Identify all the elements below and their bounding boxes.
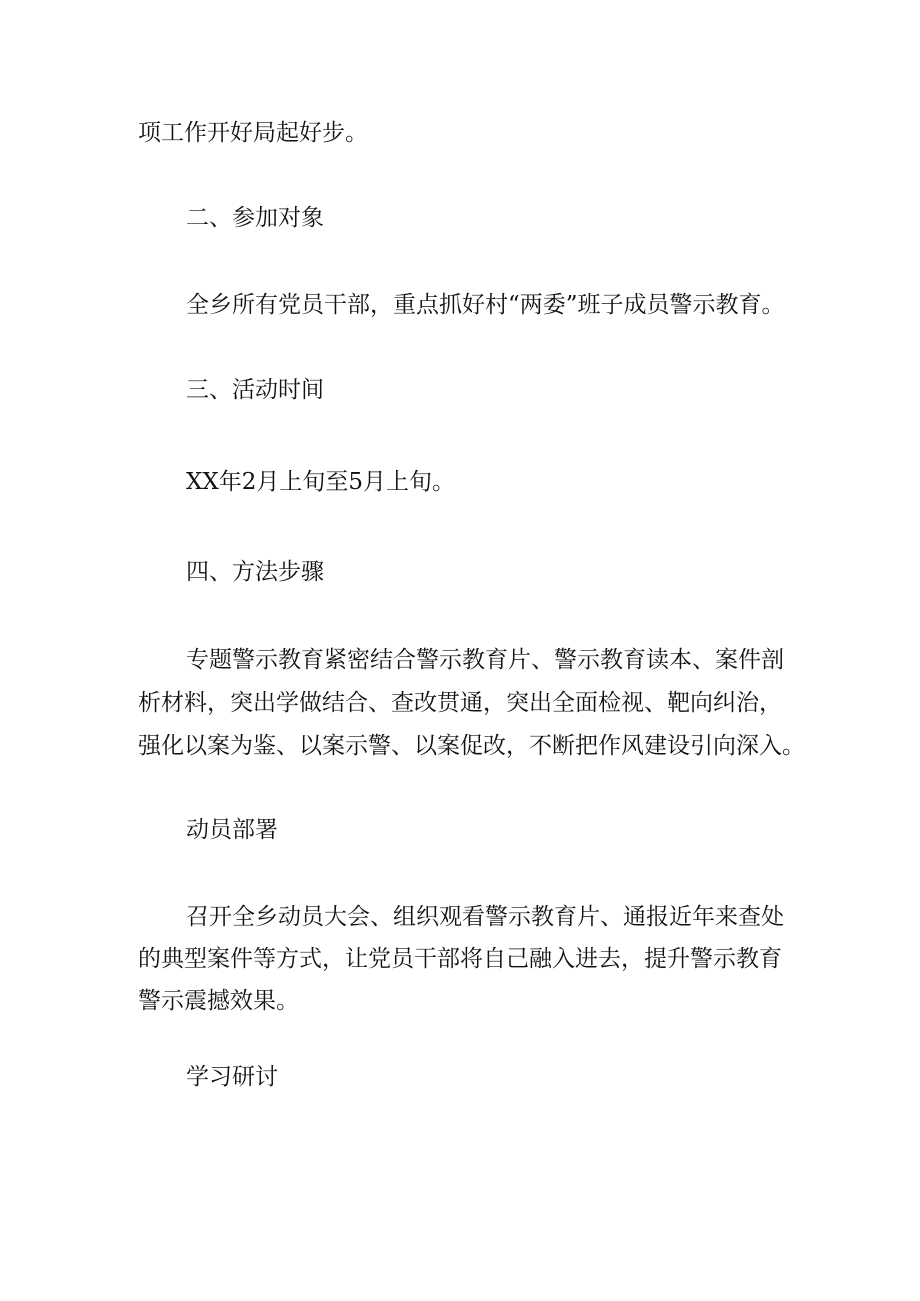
paragraph-continuation: 项工作开好局起好步。: [138, 120, 368, 146]
section-heading-time: 三、活动时间: [186, 377, 324, 403]
paragraph-method-line: 专题警示教育紧密结合警示教育片、警示教育读本、案件剖: [186, 647, 784, 673]
paragraph-mobilization-line: 召开全乡动员大会、组织观看警示教育片、通报近年来查处: [186, 904, 784, 930]
section-heading-participants: 二、参加对象: [186, 205, 324, 231]
paragraph-mobilization-line: 警示震撼效果。: [138, 988, 299, 1014]
paragraph-participants: 全乡所有党员干部，重点抓好村“两委”班子成员警示教育。: [186, 292, 785, 318]
subheading-mobilization: 动员部署: [186, 817, 278, 843]
paragraph-method-line: 强化以案为鉴、以案示警、以案促改，不断把作风建设引向深入。: [138, 733, 805, 759]
paragraph-time: XX年2月上旬至5月上旬。: [186, 469, 456, 495]
paragraph-mobilization-line: 的典型案件等方式，让党员干部将自己融入进去，提升警示教育: [138, 946, 782, 972]
section-heading-method: 四、方法步骤: [186, 559, 324, 585]
subheading-study: 学习研讨: [186, 1064, 278, 1090]
paragraph-method-line: 析材料，突出学做结合、查改贯通，突出全面检视、靶向纠治，: [138, 690, 782, 716]
